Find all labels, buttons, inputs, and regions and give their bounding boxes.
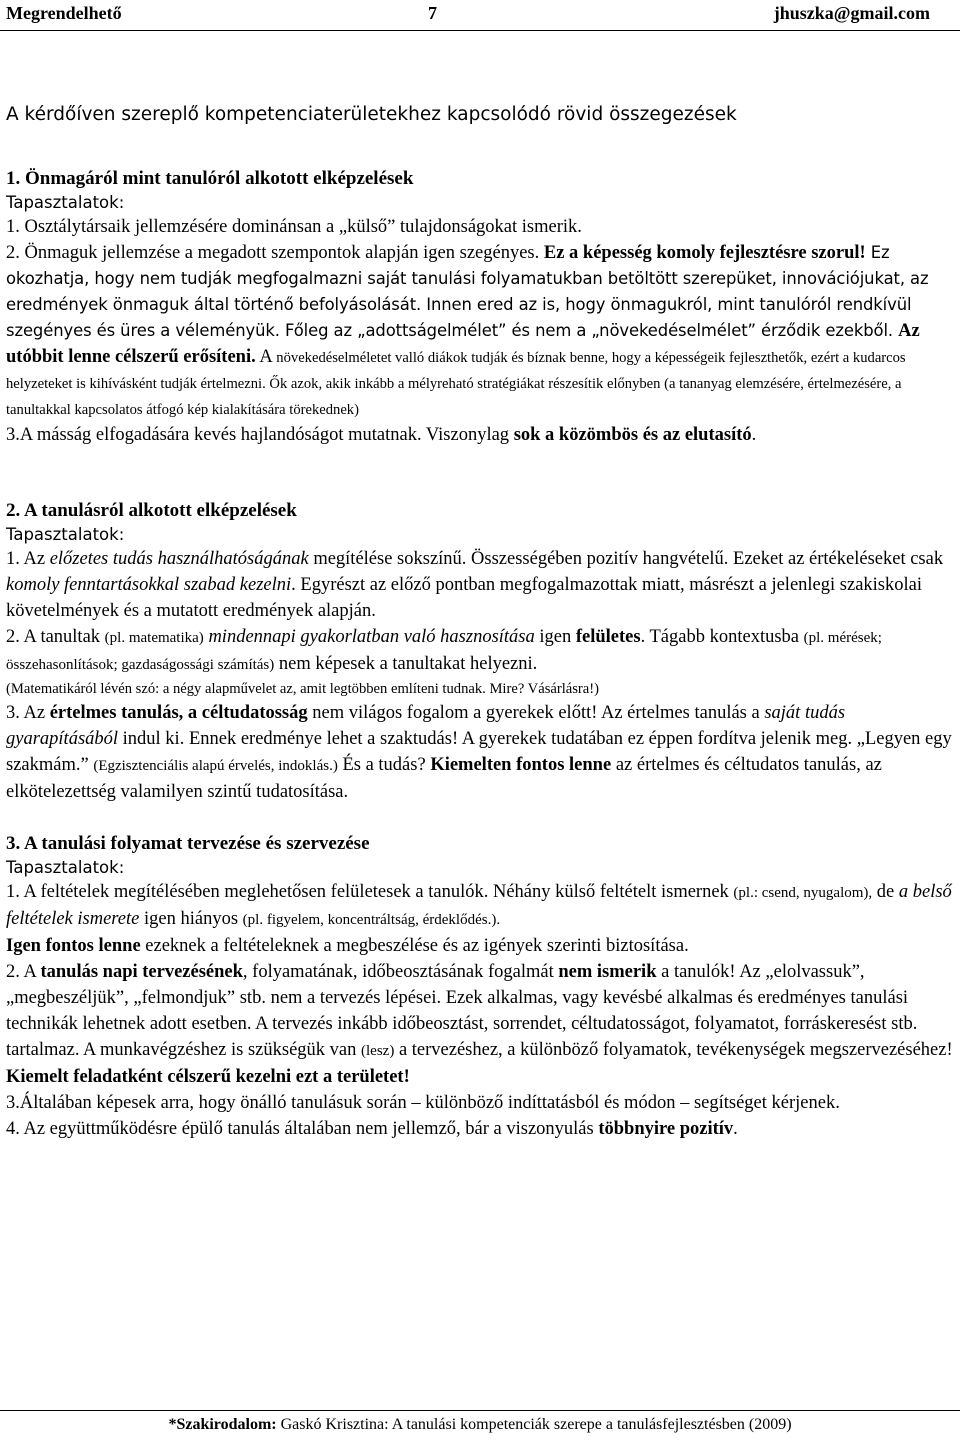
page-number: 7 [428, 3, 437, 23]
s3-point-3: 3.Általában képesek arra, hogy önálló tanulásuk során – különböző indíttatásból és módon – segítséget kérjenek. [6, 1093, 840, 1113]
section-1-title: 1. Önmagáról mint tanulóról alkotott elképzelések [6, 168, 414, 189]
header-title: Megrendelhető [6, 3, 122, 23]
section-2 [6, 498, 956, 805]
section-3-title: 3. A tanulási folyamat tervezése és szervezése [6, 833, 370, 854]
page-header [0, 0, 960, 31]
s2-point-2-note: (Matematikáról lévén szó: a négy alapművelet az, amit legtöbben említeni tudnak. Mire? Vásárlásra!) [6, 681, 599, 697]
s3-point-1: 1. A feltételek megítélésében meglehetősen felületesek a tanulók. Néhány külső feltételt ismernek (pl.: csend, nyugalom), de a belső feltételek ismerete igen hiányos (pl. figyelem, koncentráltság, érdeklődés.). Igen fontos lenne ezeknek a feltételeknek a megbeszélése és az igények szerinti biztosítása. [6, 882, 952, 956]
footer-reference: *Szakirodalom: Gaskó Krisztina: A tanulási kompetenciák szerepe a tanulásfejlesztésben (2009) [168, 1416, 792, 1433]
section-3-tapasztalatok: Tapasztalatok: [6, 858, 125, 877]
section-1 [6, 166, 956, 448]
section-3 [6, 831, 956, 1142]
section-2-title: 2. A tanulásról alkotott elképzelések [6, 500, 297, 521]
header-email: jhuszka@gmail.com [773, 3, 930, 23]
s2-point-3: 3. Az értelmes tanulás, a céltudatosság nem világos fogalom a gyerekek előtt! Az értelmes tanulás a saját tudás gyarapításából indul ki. Ennek eredménye lehet a szaktudás! A gyerekek tudatában ez éppen fordítva jelenik meg. „Legyen egy szakmám.” (Egzisztenciális alapú érvelés, indoklás.) És a tudás? Kiemelten fontos lenne az értelmes és céltudatos tanulás, az elkötelezettség valamilyen szintű tudatosítása. [6, 703, 952, 802]
s2-point-1: 1. Az előzetes tudás használhatóságának megítélése sokszínű. Összességében pozitív hangvételű. Ezeket az értékeléseket csak komoly fenntartásokkal szabad kezelni. Egyrészt az előző pontban megfogalmazottak miatt, másrészt a jelenlegi szakiskolai követelmények és a mutatott eredmények alapján. [6, 549, 944, 621]
s3-point-4: 4. Az együttműködésre épülő tanulás általában nem jellemző, bár a viszonyulás többnyire pozitív. [6, 1119, 738, 1139]
s3-point-2: 2. A tanulás napi tervezésének, folyamatának, időbeosztásának fogalmát nem ismerik a tanulók! Az „elolvassuk”, „megbeszéljük”, „felmondjuk” stb. nem a tervezés lépései. Ezek alkalmas, vagy kevésbé alkalmas és eredményes tanulási technikák lehetnek adott esetben. A tervezés inkább időbeosztást, sorrendet, céltudatosságot, folyamatot, forráskeresést stb. tartalmaz. A munkavégzéshez is szükségük van (lesz) a tervezéshez, a különböző folyamatok, tevékenységek megszervezéséhez! Kiemelt feladatként célszerű kezelni ezt a területet! [6, 962, 953, 1087]
footer-divider [0, 1410, 960, 1411]
s1-point-2: 2. Önmaguk jellemzése a megadott szempontok alapján igen szegényes. Ez a képesség komoly fejlesztésre szorul! Ez okozhatja, hogy nem tudják megfogalmazni saját tanulási folyamatukban betöltött szerepüket, innovációjukat, az eredmények önmaguk által történő befolyásolását. Innen ered az is, hogy önmagukról, mint tanulóról rendkívül szegényes és üres a véleményük. Főleg az „adottságelmélet” és nem a „növekedéselmélet” érződik ezekből. Az utóbbit lenne célszerű erősíteni. A növekedéselméletet valló diákok tudják és bíznak benne, hogy a képességeik fejleszthetők, ezért a kudarcos helyzeteket is kihívásként tudják értelmezni. Ők azok, akik inkább a mélyreható stratégiákat részesítik előnyben (a tananyag elemzésére, értelmezésére, a tanultakkal kapcsolatos átfogó kép kialakítására törekednek) [6, 243, 929, 418]
s2-point-2: 2. A tanultak (pl. matematika) mindennapi gyakorlatban való hasznosítása igen felületes. Tágabb kontextusba (pl. mérések; összehasonlítások; gazdaságossági számítás) nem képesek a tanultakat helyezni. [6, 627, 882, 674]
s1-point-3: 3.A másság elfogadására kevés hajlandóságot mutatnak. Viszonylag sok a közömbös és az elutasító. [6, 425, 757, 445]
intro-heading: A kérdőíven szereplő kompetenciaterületekhez kapcsolódó rövid összegezések [6, 104, 737, 125]
s1-point-1: 1. Osztálytársaik jellemzésére dominánsan a „külső” tulajdonságokat ismerik. [6, 217, 582, 237]
section-1-tapasztalatok: Tapasztalatok: [6, 193, 125, 212]
document-body [6, 166, 956, 1142]
section-2-tapasztalatok: Tapasztalatok: [6, 525, 125, 544]
